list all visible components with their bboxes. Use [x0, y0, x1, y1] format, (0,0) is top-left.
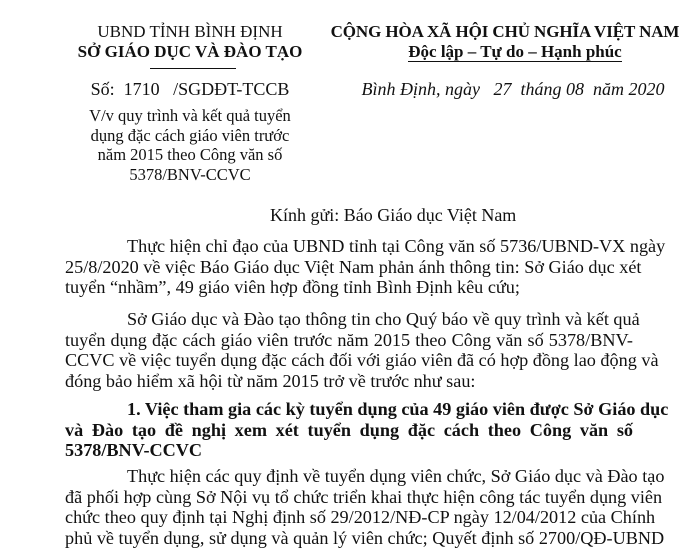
paragraph-line: Thực hiện các quy định về tuyển dụng viên chức, Sở Giáo dục và Đào tạo: [127, 466, 665, 486]
heading-line: và Đào tạo đề nghị xem xét tuyển dụng đặc cách theo Công văn số: [65, 419, 633, 440]
subject-line: 5378/BNV-CCVC: [129, 164, 251, 184]
doc-number-value: 1710: [123, 79, 160, 99]
issuing-authority: UBND TỈNH BÌNH ĐỊNH: [97, 22, 283, 41]
section-heading-1: [65, 399, 669, 461]
document-number: [60, 79, 320, 100]
department-underline: [150, 68, 236, 69]
subject-line: dụng đặc cách giáo viên trước: [90, 125, 290, 145]
paragraph-line: Sở Giáo dục và Đào tạo thông tin cho Quý báo về quy trình và kết quả: [127, 309, 640, 329]
paragraph-line: đóng bảo hiểm xã hội từ năm 2015 trở về trước như sau:: [65, 370, 476, 391]
paragraph-line: CCVC về việc tuyển dụng đặc cách đối với giáo viên đã có hợp đồng lao động và: [65, 350, 659, 370]
paragraph-line: đã phối hợp cùng Sở Nội vụ tổ chức triển khai thực hiện công tác tuyển dụng viên: [65, 486, 663, 507]
recipient-line: Kính gửi: Báo Giáo dục Việt Nam: [270, 205, 517, 225]
doc-number-code: /SGDĐT-TCCB: [173, 79, 290, 99]
paragraph-2: [65, 309, 659, 391]
paragraph-line: tuyển dụng đặc cách giáo viên trước năm 2015 theo Công văn số 5378/BNV-: [65, 329, 633, 350]
paragraph-line: Thực hiện chỉ đạo của UBND tỉnh tại Công văn số 5736/UBND-VX ngày: [127, 236, 666, 256]
heading-line: 1. Việc tham gia các kỳ tuyển dụng của 49 giáo viên được Sở Giáo dục: [127, 399, 669, 419]
paragraph-line: tuyển “nhầm”, 49 giáo viên hợp đồng tỉnh Bình Định kêu cứu;: [65, 277, 520, 297]
issuing-department: SỞ GIÁO DỤC VÀ ĐÀO TẠO: [77, 42, 303, 61]
national-motto: [330, 42, 700, 62]
place-and-date: Bình Định, ngày 27 tháng 08 năm 2020: [361, 79, 665, 99]
motto-text: Độc lập – Tự do – Hạnh phúc: [408, 42, 622, 61]
paragraph-1: [65, 236, 666, 298]
doc-number-label: Số:: [90, 79, 115, 99]
paragraph-line: 25/8/2020 về việc Báo Giáo dục Việt Nam phản ánh thông tin: Sở Giáo dục xét: [65, 256, 642, 277]
subject-line: năm 2015 theo Công văn số: [97, 145, 283, 164]
paragraph-line: phủ về tuyển dụng, sử dụng và quản lý viên chức; Quyết định số 2700/QĐ-UBND: [65, 527, 665, 548]
paragraph-line: chức theo quy định tại Nghị định số 29/2012/NĐ-CP ngày 12/04/2012 của Chính: [65, 507, 656, 527]
paragraph-3: [65, 466, 665, 548]
country-name: CỘNG HÒA XÃ HỘI CHỦ NGHĨA VIỆT NAM: [330, 22, 680, 41]
subject-line: V/v quy trình và kết quả tuyển: [89, 106, 291, 125]
document-subject: [60, 106, 320, 184]
heading-line: 5378/BNV-CCVC: [65, 440, 203, 460]
